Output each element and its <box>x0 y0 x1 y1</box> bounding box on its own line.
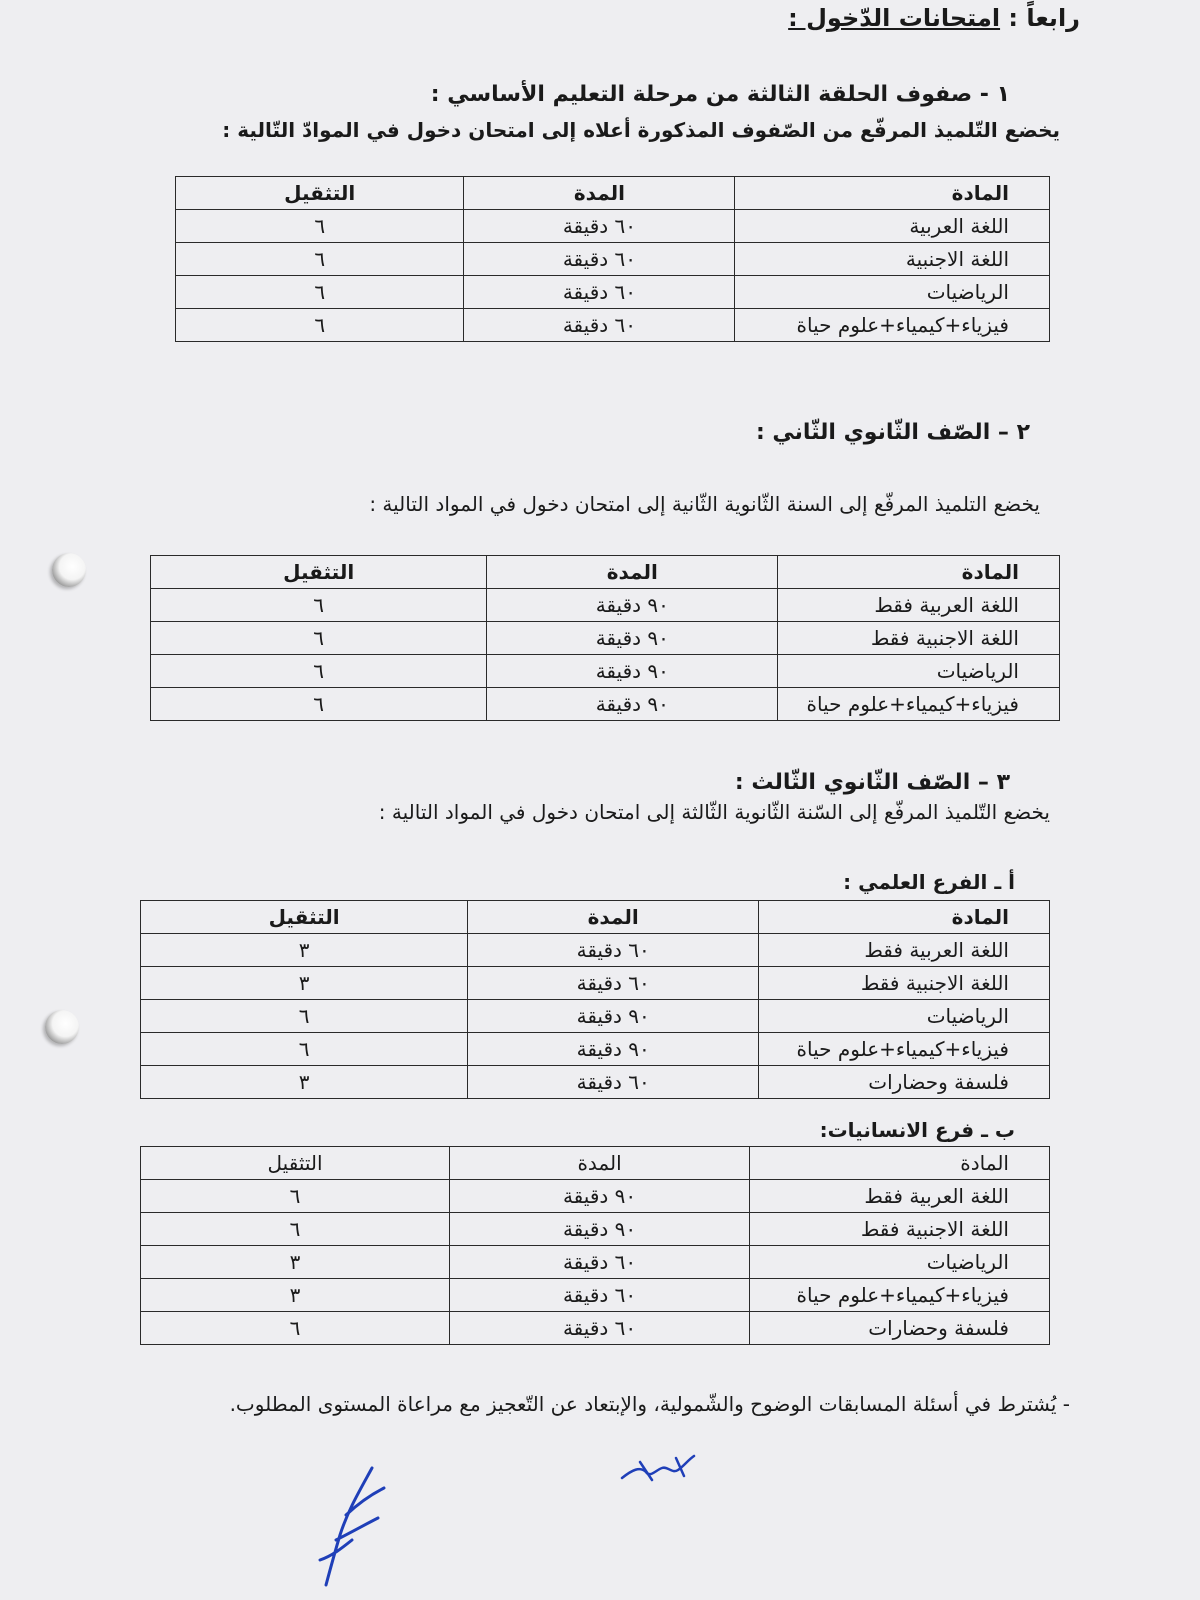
cell-subject: فيزياء+كيمياء+علوم حياة <box>735 309 1050 342</box>
cell-duration: ٩٠ دقيقة <box>487 655 778 688</box>
cell-weight: ٦ <box>141 1213 450 1246</box>
cell-weight: ٦ <box>151 655 487 688</box>
cell-duration: ٦٠ دقيقة <box>464 309 735 342</box>
heading-title: امتحانات الدّخول : <box>788 4 1001 32</box>
cell-subject: الرياضيات <box>735 276 1050 309</box>
section2-intro: يخضع التلميذ المرفّع إلى السنة الثّانوية الثّانية إلى امتحان دخول في المواد التالية : <box>369 492 1040 516</box>
cell-weight: ٣ <box>141 1066 468 1099</box>
cell-subject: فلسفة وحضارات <box>750 1312 1050 1345</box>
cell-duration: ٦٠ دقيقة <box>464 276 735 309</box>
cell-duration: ٦٠ دقيقة <box>468 1066 759 1099</box>
cell-subject: فيزياء+كيمياء+علوم حياة <box>750 1279 1050 1312</box>
header-duration: المدة <box>468 901 759 934</box>
cell-duration: ٦٠ دقيقة <box>450 1246 750 1279</box>
header-duration: المدة <box>450 1147 750 1180</box>
header-subject: المادة <box>750 1147 1050 1180</box>
cell-subject: فلسفة وحضارات <box>759 1066 1050 1099</box>
cell-subject: فيزياء+كيمياء+علوم حياة <box>759 1033 1050 1066</box>
cell-weight: ٦ <box>151 688 487 721</box>
cell-subject: اللغة الاجنبية فقط <box>750 1213 1050 1246</box>
cell-duration: ٦٠ دقيقة <box>450 1312 750 1345</box>
header-duration: المدة <box>464 177 735 210</box>
cell-weight: ٦ <box>151 589 487 622</box>
cell-duration: ٦٠ دقيقة <box>450 1279 750 1312</box>
cell-weight: ٣ <box>141 934 468 967</box>
cell-duration: ٩٠ دقيقة <box>487 622 778 655</box>
cell-subject: اللغة العربية فقط <box>750 1180 1050 1213</box>
cell-weight: ٦ <box>141 1180 450 1213</box>
cell-subject: الرياضيات <box>778 655 1060 688</box>
section3-title: ٣ – الصّف الثّانوي الثّالث : <box>734 770 1010 795</box>
cell-duration: ٦٠ دقيقة <box>464 210 735 243</box>
section3-intro: يخضع التّلميذ المرفّع إلى السّنة الثّانوية الثّالثة إلى امتحان دخول في المواد التالية : <box>378 800 1050 824</box>
header-subject: المادة <box>735 177 1050 210</box>
cell-subject: اللغة العربية <box>735 210 1050 243</box>
header-subject: المادة <box>759 901 1050 934</box>
signature-right <box>622 1456 694 1480</box>
cell-duration: ٩٠ دقيقة <box>468 1033 759 1066</box>
header-weight: التثقيل <box>151 556 487 589</box>
cell-subject: اللغة الاجنبية فقط <box>759 967 1050 1000</box>
cell-weight: ٦ <box>176 210 464 243</box>
heading-prefix: رابعاً : <box>1008 4 1080 32</box>
cell-weight: ٣ <box>141 1246 450 1279</box>
cell-subject: اللغة الاجنبية <box>735 243 1050 276</box>
branch-a-title: أ ـ الفرع العلمي : <box>843 870 1015 894</box>
cell-duration: ٩٠ دقيقة <box>468 1000 759 1033</box>
cell-weight: ٦ <box>176 309 464 342</box>
cell-duration: ٩٠ دقيقة <box>450 1180 750 1213</box>
branch-b-title: ب ـ فرع الانسانيات: <box>819 1118 1015 1142</box>
header-subject: المادة <box>778 556 1060 589</box>
cell-subject: فيزياء+كيمياء+علوم حياة <box>778 688 1060 721</box>
cell-subject: اللغة الاجنبية فقط <box>778 622 1060 655</box>
cell-weight: ٦ <box>141 1000 468 1033</box>
cell-duration: ٩٠ دقيقة <box>450 1213 750 1246</box>
cell-weight: ٦ <box>176 276 464 309</box>
header-weight: التثقيل <box>176 177 464 210</box>
cell-duration: ٦٠ دقيقة <box>468 934 759 967</box>
section2-title: ٢ – الصّف الثّانوي الثّاني : <box>755 420 1030 445</box>
cell-duration: ٩٠ دقيقة <box>487 589 778 622</box>
header-duration: المدة <box>487 556 778 589</box>
cell-subject: اللغة العربية فقط <box>778 589 1060 622</box>
cell-duration: ٦٠ دقيقة <box>464 243 735 276</box>
header-weight: التثقيل <box>141 1147 450 1180</box>
cell-weight: ٦ <box>141 1033 468 1066</box>
signature-left <box>320 1468 384 1585</box>
footer-note: - يُشترط في أسئلة المسابقات الوضوح والشّمولية، والإبتعاد عن التّعجيز مع مراعاة المستوى المطلوب. <box>229 1392 1070 1416</box>
section1-title: ١ - صفوف الحلقة الثالثة من مرحلة التعليم الأساسي : <box>430 82 1010 107</box>
cell-weight: ٦ <box>176 243 464 276</box>
cell-subject: الرياضيات <box>759 1000 1050 1033</box>
cell-weight: ٣ <box>141 1279 450 1312</box>
cell-weight: ٣ <box>141 967 468 1000</box>
cell-subject: اللغة العربية فقط <box>759 934 1050 967</box>
section1-intro: يخضع التّلميذ المرفّع من الصّفوف المذكورة أعلاه إلى امتحان دخول في الموادّ التّالية : <box>222 118 1060 142</box>
cell-duration: ٩٠ دقيقة <box>487 688 778 721</box>
header-weight: التثقيل <box>141 901 468 934</box>
cell-duration: ٦٠ دقيقة <box>468 967 759 1000</box>
cell-weight: ٦ <box>141 1312 450 1345</box>
cell-weight: ٦ <box>151 622 487 655</box>
cell-subject: الرياضيات <box>750 1246 1050 1279</box>
